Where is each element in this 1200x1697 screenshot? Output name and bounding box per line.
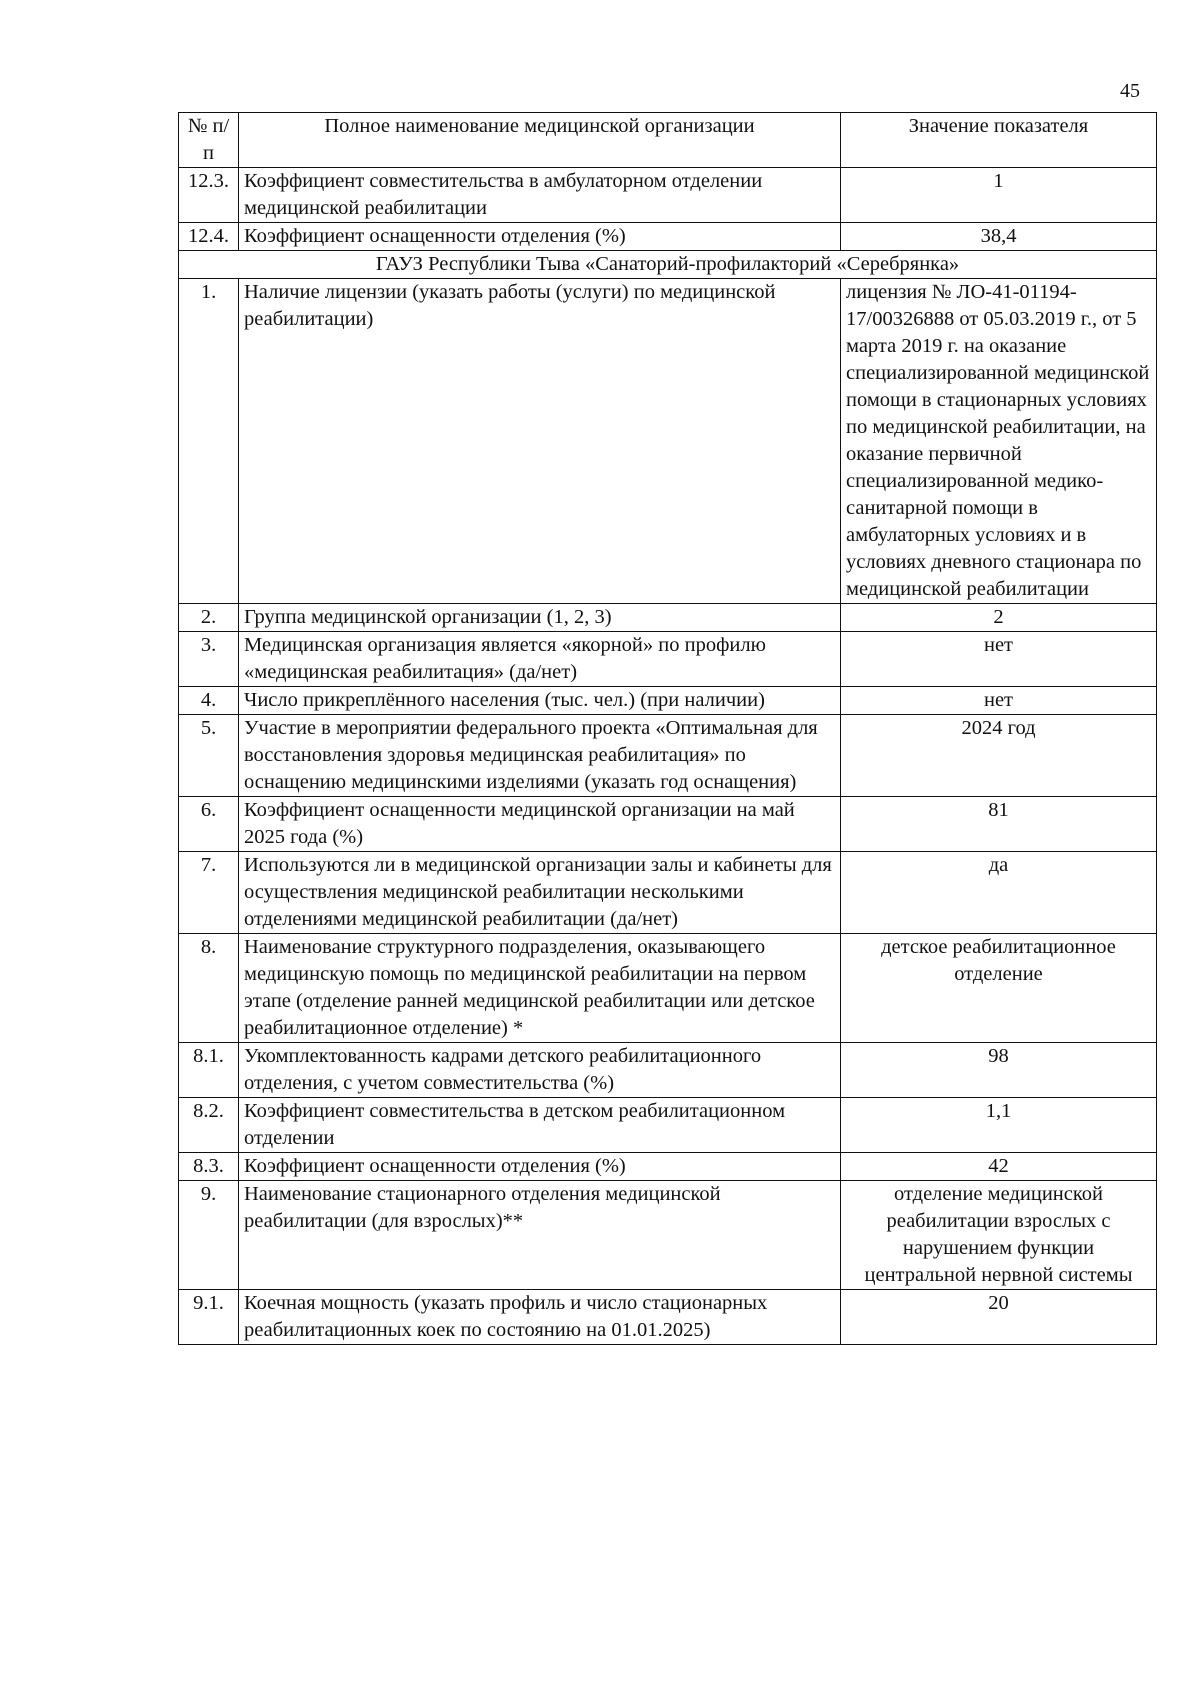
row-name: Коэффициент оснащенности отделения (%) xyxy=(239,1153,841,1181)
indicator-table xyxy=(178,112,1157,1345)
row-value: 1 xyxy=(841,168,1157,223)
row-name: Коечная мощность (указать профиль и число стационарных реабилитационных коек по состоянию на 01.01.2025) xyxy=(239,1290,841,1345)
header-name: Полное наименование медицинской организации xyxy=(239,113,841,168)
row-value: да xyxy=(841,852,1157,934)
header-num: № п/п xyxy=(179,113,239,168)
row-name: Коэффициент совместительства в детском реабилитационном отделении xyxy=(239,1098,841,1153)
row-name: Коэффициент оснащенности отделения (%) xyxy=(239,223,841,251)
row-name: Коэффициент совместительства в амбулаторном отделении медицинской реабилитации xyxy=(239,168,841,223)
row-num: 7. xyxy=(179,852,239,934)
row-num: 8.1. xyxy=(179,1043,239,1098)
table-row xyxy=(179,687,1157,715)
row-name: Наименование структурного подразделения, оказывающего медицинскую помощь по медицинской реабилитации на первом этапе (отделение ранней медицинской реабилитации или детское реабилитационное отделение) * xyxy=(239,934,841,1043)
section-title: ГАУЗ Республики Тыва «Санаторий-профилакторий «Серебрянка» xyxy=(179,251,1157,279)
row-value: отделение медицинской реабилитации взрослых с нарушением функции центральной нервной системы xyxy=(841,1181,1157,1290)
row-value: детское реабилитационное отделение xyxy=(841,934,1157,1043)
row-value: 98 xyxy=(841,1043,1157,1098)
header-value: Значение показателя xyxy=(841,113,1157,168)
row-num: 8. xyxy=(179,934,239,1043)
table-row xyxy=(179,852,1157,934)
row-name: Медицинская организация является «якорной» по профилю «медицинская реабилитация» (да/нет) xyxy=(239,632,841,687)
row-name: Укомплектованность кадрами детского реабилитационного отделения, с учетом совместительства (%) xyxy=(239,1043,841,1098)
row-num: 1. xyxy=(179,279,239,604)
row-name: Участие в мероприятии федерального проекта «Оптимальная для восстановления здоровья медицинская реабилитация» по оснащению медицинскими изделиями (указать год оснащения) xyxy=(239,715,841,797)
row-value: 2024 год xyxy=(841,715,1157,797)
table-row xyxy=(179,715,1157,797)
row-num: 8.2. xyxy=(179,1098,239,1153)
table-row xyxy=(179,168,1157,223)
row-name: Коэффициент оснащенности медицинской организации на май 2025 года (%) xyxy=(239,797,841,852)
row-num: 4. xyxy=(179,687,239,715)
row-name: Наименование стационарного отделения медицинской реабилитации (для взрослых)** xyxy=(239,1181,841,1290)
table-row xyxy=(179,1290,1157,1345)
section-row xyxy=(179,251,1157,279)
table-row xyxy=(179,223,1157,251)
table-row xyxy=(179,797,1157,852)
row-num: 12.3. xyxy=(179,168,239,223)
row-name: Число прикреплённого населения (тыс. чел.) (при наличии) xyxy=(239,687,841,715)
row-value: нет xyxy=(841,687,1157,715)
row-num: 9. xyxy=(179,1181,239,1290)
row-num: 5. xyxy=(179,715,239,797)
row-name: Группа медицинской организации (1, 2, 3) xyxy=(239,604,841,632)
row-value: 1,1 xyxy=(841,1098,1157,1153)
row-name: Наличие лицензии (указать работы (услуги) по медицинской реабилитации) xyxy=(239,279,841,604)
table-row xyxy=(179,279,1157,604)
row-value: 20 xyxy=(841,1290,1157,1345)
row-num: 12.4. xyxy=(179,223,239,251)
row-num: 8.3. xyxy=(179,1153,239,1181)
row-value: 81 xyxy=(841,797,1157,852)
table-row xyxy=(179,632,1157,687)
row-value: нет xyxy=(841,632,1157,687)
page-number: 45 xyxy=(1120,80,1140,102)
row-value: 38,4 xyxy=(841,223,1157,251)
table-row xyxy=(179,604,1157,632)
table-row xyxy=(179,1153,1157,1181)
row-name: Используются ли в медицинской организации залы и кабинеты для осуществления медицинской реабилитации несколькими отделениями медицинской реабилитации (да/нет) xyxy=(239,852,841,934)
row-num: 6. xyxy=(179,797,239,852)
table-header-row xyxy=(179,113,1157,168)
row-num: 9.1. xyxy=(179,1290,239,1345)
row-value: 2 xyxy=(841,604,1157,632)
table-row xyxy=(179,1181,1157,1290)
row-num: 3. xyxy=(179,632,239,687)
table-row xyxy=(179,1098,1157,1153)
table-row xyxy=(179,1043,1157,1098)
table-row xyxy=(179,934,1157,1043)
row-value: лицензия № ЛО-41-01194-17/00326888 от 05.03.2019 г., от 5 марта 2019 г. на оказание специализированной медицинской помощи в стационарных условиях по медицинской реабилитации, на оказание первичной специализированной медико-санитарной помощи в амбулаторных условиях и в условиях дневного стационара по медицинской реабилитации xyxy=(841,279,1157,604)
row-num: 2. xyxy=(179,604,239,632)
row-value: 42 xyxy=(841,1153,1157,1181)
